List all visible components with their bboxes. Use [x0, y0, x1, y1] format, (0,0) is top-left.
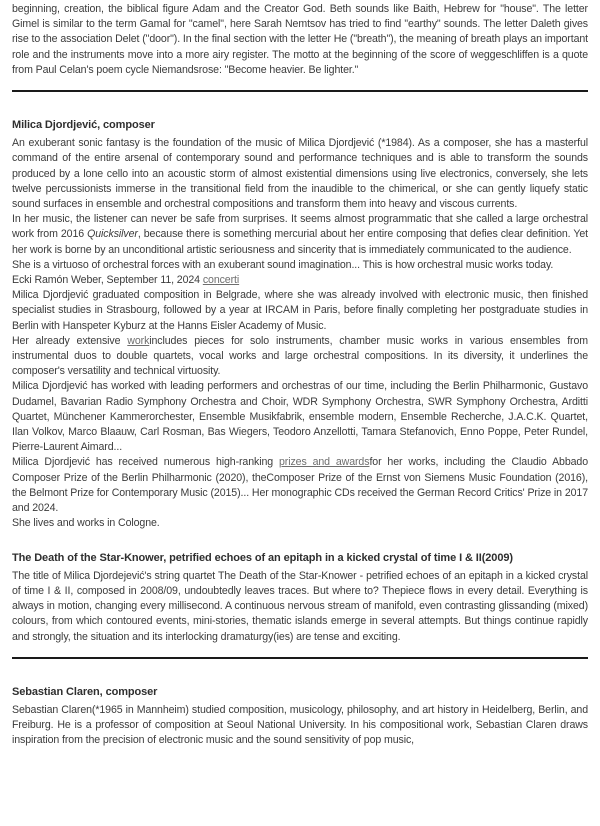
text-run: Milica Djordjević graduated composition in Belgrade, where she was already involved with electronic music, then finished specialist studies in Strasbourg, followed by a year at IRCAM in Paris, before finally completing her postgraduate studies in Berlin with Hanspeter Kyburz at the Hanns Eisler Academy of Music. — [12, 289, 588, 332]
paragraph — [12, 379, 588, 455]
text-run: Sebastian Claren(*1965 in Mannheim) studied composition, musicology, philosophy, and art history in Heidelberg, Berlin, and Freiburg. He is a professor of composition at Seoul National University. In his compositional work, Sebastian Claren draws inspiration from the precision of electronic music and the sound sensitivity of pop music, — [12, 703, 588, 747]
text-run: Her already extensive — [12, 334, 128, 347]
text-run: , because there is something mercurial about her entire composing that defies clear definition. Yet her work is borne by an unconditional artistic seriousness and sincerity that is immediately communicated to the audience. — [12, 228, 589, 256]
paragraph — [12, 288, 588, 334]
section-divider — [12, 657, 588, 659]
paragraph — [12, 516, 588, 531]
text-run: She lives and works in Cologne. — [12, 517, 160, 530]
paragraph — [12, 212, 588, 258]
paragraph — [12, 258, 588, 273]
text-run: An exuberant sonic fantasy is the foundation of the music of Milica Djordjević (*1984). As a composer, she has a masterful command of the entire arsenal of contemporary sound and performance techniques and is able to transform the sounds produced by a lone cello into an acoustic storm of almost existential dimensions using live electronics, conversely, she lets twelve percussionists immerse in the transitional field from the inaudible to the chimerical, or she can gently liquefy static sound surfaces in ensemble and orchestral compositions and transform them into heavy and viscous currents. — [12, 137, 588, 211]
milica-djordjevic-section — [12, 118, 588, 531]
text-run: Ecki Ramón Weber, September 11, 2024 — [12, 274, 203, 287]
paragraph — [12, 136, 588, 212]
text-run: for her works, including the Claudio Abbado Composer Prize of the Berlin Philharmonic (2020), theComposer Prize of the Ernst von Siemens Music Foundation (2016), the Belmont Prize for Contemporary Music (2015)... Her monographic CDs received the German Record Critics' Prize in 2017 and 2024. — [12, 456, 588, 515]
paragraph — [12, 455, 588, 516]
paragraph — [12, 569, 588, 645]
paragraph — [12, 703, 588, 749]
text-run: Milica Djordjević has worked with leading performers and orchestras of our time, including the Berlin Philharmonic, Gustavo Dudamel, Bavarian Radio Symphony Orchestra and Choir, WDR Symphony Orchestra, SWR Symphony Orchestra, Arditti Quartet, Münchener Kammerorchester, Ensemble Musikfabrik, ensemble modern, Ensemble Recherche, J.A.C.K. Quartet, Ilan Volkov, Marco Blaauw, Carl Rosman, Bas Wiegers, Teodoro Anzellotti, Tamara Stefanovich, Enno Poppe, Peter Rundel, Pierre-Laurent Aimard... — [12, 380, 588, 454]
composer-heading: Sebastian Claren, composer — [12, 685, 158, 698]
text-run: In her music, the listener can never be safe from surprises. It seems almost programmatic that she called a large orchestral work from 2016 — [12, 213, 588, 241]
nemtsov-note-section — [12, 2, 588, 78]
paragraph — [12, 334, 588, 380]
sebastian-claren-section — [12, 685, 588, 749]
work-link[interactable]: work — [127, 334, 150, 347]
paragraph — [12, 2, 588, 78]
text-run: Milica Djordjević has received numerous high-ranking — [12, 456, 279, 469]
text-run: The title of Milica Djordejević's string quartet The Death of the Star-Knower - petrified echoes of an epitaph in a kicked crystal of time I & II, composed in 2008/09, undoubtedly leaves traces. But where to? Thepiece flows in every detail. Everything is always in motion, changing every millisecond. A continuous nervous stream of manifold, even contrasting glissanding (mixed) colours, from which contoured events, mini-stories, thematic islands emerge in several attempts. But things continue rapidly and strongly, the situation and its interlocking dramaturgy(ies) are tense and exciting. — [12, 569, 588, 643]
section-divider — [12, 90, 588, 92]
quote-attribution — [12, 273, 588, 288]
text-run: includes pieces for solo instruments, chamber music works in various ensembles from instrumental duos to double quartets, vocal works and large orchestral compositions. In its diversity, it underlines the composer's versatility and technical virtuosity. — [12, 334, 589, 378]
work-title-heading: The Death of the Star-Knower, petrified echoes of an epitaph in a kicked crystal of time I & II(2009) — [12, 551, 513, 564]
text-run: Quicksilver — [87, 228, 138, 241]
text-run: beginning, creation, the biblical figure Adam and the Creator God. Beth sounds like Baith, Hebrew for "house". The letter Gimel is similar to the term Gamal for "camel", here Sarah Nemtsov has tried to find "earthy" sounds. The letter Daleth gives rise to the association Delet ("door"). In the final section with the letter He ("breath"), the meaning of breath plays an important role and the instruments move into a more airy register. The motto at the beginning of the score of weggeschliffen is a quote from Paul Celan's poem cycle Niemandsrose: "Become heavier. Be lighter." — [12, 3, 588, 76]
text-run: She is a virtuoso of orchestral forces with an exuberant sound imagination... This is how orchestral music works today. — [12, 258, 554, 271]
concerti-link[interactable]: concerti — [202, 274, 240, 287]
composer-heading: Milica Djordjević, composer — [12, 119, 155, 132]
star-knower-work-section — [12, 551, 588, 645]
prizes-and-awards-link[interactable]: prizes and awards — [278, 456, 370, 469]
